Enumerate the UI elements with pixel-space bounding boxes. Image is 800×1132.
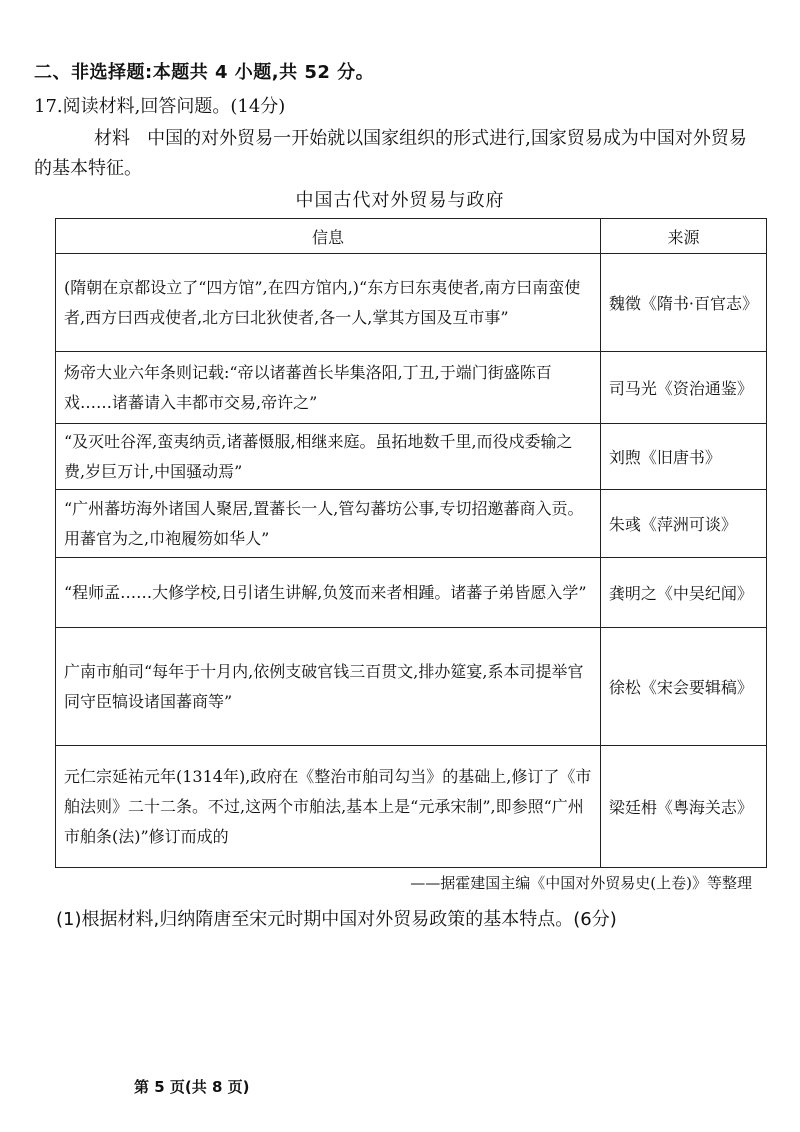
table-row <box>56 558 767 628</box>
source-cell: 刘煦《旧唐书》 <box>600 424 766 490</box>
trade-table <box>55 218 767 868</box>
header-source: 来源 <box>600 219 766 254</box>
info-cell: 广南市舶司“每年于十月内,依例支破官钱三百贯文,排办筵宴,系本司提举官同守臣犒设诸国蕃商等” <box>56 628 601 746</box>
table-title: 中国古代对外贸易与政府 <box>295 190 505 211</box>
table-row <box>56 490 767 558</box>
info-cell: 元仁宗延祐元年(1314年),政府在《整治市舶司勾当》的基础上,修订了《市舶法则》二十二条。不过,这两个市舶法,基本上是“元承宋制”,即参照“广州市舶条(法)”修订而成的 <box>56 746 601 868</box>
table-row <box>56 628 767 746</box>
header-info: 信息 <box>56 219 601 254</box>
question-title: 17.阅读材料,回答问题。(14分) <box>34 96 286 117</box>
info-cell: 炀帝大业六年条则记载:“帝以诸蕃酋长毕集洛阳,丁丑,于端门街盛陈百戏……诸蕃请入丰都市交易,帝许之” <box>56 352 601 424</box>
table-row <box>56 424 767 490</box>
source-cell: 魏徵《隋书·百官志》 <box>600 254 766 352</box>
section-heading: 二、非选择题:本题共 4 小题,共 52 分。 <box>34 62 375 83</box>
table-header-row <box>56 219 767 254</box>
subquestion-1: (1)根据材料,归纳隋唐至宋元时期中国对外贸易政策的基本特点。(6分) <box>56 909 617 930</box>
info-cell: “广州蕃坊海外诸国人聚居,置蕃长一人,管勾蕃坊公事,专切招邀蕃商入贡。用蕃官为之,巾袍履笏如华人” <box>56 490 601 558</box>
table-row <box>56 746 767 868</box>
source-cell: 司马光《资治通鉴》 <box>600 352 766 424</box>
material-text: 中国的对外贸易一开始就以国家组织的形式进行,国家贸易成为中国对外贸易的基本特征。 <box>34 128 747 179</box>
material-paragraph <box>34 124 754 184</box>
table-row <box>56 352 767 424</box>
source-cell: 梁廷枏《粤海关志》 <box>600 746 766 868</box>
source-cell: 朱彧《萍洲可谈》 <box>600 490 766 558</box>
source-cell: 龚明之《中吴纪闻》 <box>600 558 766 628</box>
page-footer: 第 5 页(共 8 页) <box>134 1078 250 1096</box>
info-cell: “程师孟……大修学校,日引诸生讲解,负笈而来者相踵。诸蕃子弟皆愿入学” <box>56 558 601 628</box>
table-row <box>56 254 767 352</box>
source-cell: 徐松《宋会要辑稿》 <box>600 628 766 746</box>
material-label: 材料 <box>94 128 130 149</box>
info-cell: “及灭吐谷浑,蛮夷纳贡,诸蕃慑服,相继来庭。虽拓地数千里,而役戍委输之费,岁巨万计,中国骚动焉” <box>56 424 601 490</box>
source-attribution: ——据霍建国主编《中国对外贸易史(上卷)》等整理 <box>410 874 752 892</box>
info-cell: (隋朝在京都设立了“四方馆”,在四方馆内,)“东方曰东夷使者,南方曰南蛮使者,西方曰西戎使者,北方曰北狄使者,各一人,掌其方国及互市事” <box>56 254 601 352</box>
